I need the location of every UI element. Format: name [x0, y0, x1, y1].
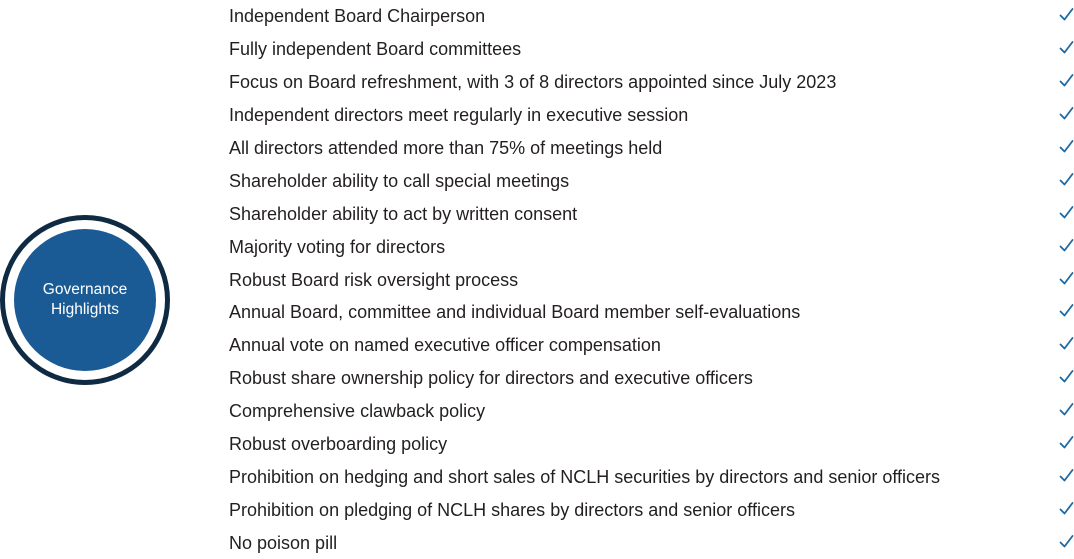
checkmark-icon [1058, 204, 1074, 221]
highlight-item [229, 132, 1074, 165]
highlight-item-text: Independent directors meet regularly in executive session [229, 105, 689, 126]
highlight-item-text: Focus on Board refreshment, with 3 of 8 directors appointed since July 2023 [229, 72, 837, 93]
checkmark-icon [1058, 138, 1074, 155]
highlight-item [229, 395, 1074, 428]
badge-label-line1: Governance [42, 281, 128, 298]
badge-circle [14, 229, 156, 371]
highlight-item [229, 33, 1074, 66]
checkmark-icon [1058, 6, 1074, 23]
highlight-item-text: Majority voting for directors [229, 236, 446, 257]
checkmark-icon [1058, 401, 1074, 418]
highlight-item [229, 263, 1074, 296]
checkmark-icon [1058, 171, 1074, 188]
checkmark-icon [1058, 270, 1074, 287]
highlight-item [229, 164, 1074, 197]
highlight-item-text: Shareholder ability to act by written consent [229, 203, 578, 224]
checkmark-icon [1058, 105, 1074, 122]
checkmark-icon [1058, 434, 1074, 451]
highlight-item-text: No poison pill [229, 532, 338, 553]
highlight-item-text: Shareholder ability to call special meetings [229, 170, 570, 191]
highlight-item-text: Robust overboarding policy [229, 434, 448, 455]
highlight-item-text: Robust Board risk oversight process [229, 269, 519, 290]
highlight-item-text: Annual vote on named executive officer compensation [229, 335, 661, 356]
checkmark-icon [1058, 39, 1074, 56]
highlight-item-text: Comprehensive clawback policy [229, 401, 486, 422]
highlight-item [229, 493, 1074, 526]
highlight-item [229, 0, 1074, 33]
highlight-item [229, 428, 1074, 461]
highlight-item [229, 66, 1074, 99]
highlight-item-text: Prohibition on hedging and short sales of NCLH securities by directors and senior officers [229, 466, 941, 487]
checkmark-icon [1058, 237, 1074, 254]
checkmark-icon [1058, 335, 1074, 352]
checkmark-icon [1058, 533, 1074, 550]
governance-highlights-badge [0, 215, 170, 385]
highlight-item [229, 296, 1074, 329]
highlight-item [229, 230, 1074, 263]
highlight-item-text: Fully independent Board committees [229, 39, 522, 60]
checkmark-icon [1058, 467, 1074, 484]
badge-label [25, 280, 145, 320]
highlight-item [229, 460, 1074, 493]
highlight-item [229, 99, 1074, 132]
highlight-item-text: Robust share ownership policy for directors and executive officers [229, 368, 753, 389]
badge-label-line2: Highlights [50, 301, 120, 318]
highlight-item-text: Annual Board, committee and individual Board member self-evaluations [229, 302, 801, 323]
checkmark-icon [1058, 500, 1074, 517]
highlight-item [229, 329, 1074, 362]
checkmark-icon [1058, 302, 1074, 319]
highlight-item [229, 526, 1074, 559]
checkmark-icon [1058, 72, 1074, 89]
highlight-item [229, 197, 1074, 230]
checkmark-icon [1058, 368, 1074, 385]
highlights-list [229, 0, 1074, 559]
highlight-item [229, 362, 1074, 395]
highlight-item-text: Independent Board Chairperson [229, 6, 486, 27]
highlight-item-text: Prohibition on pledging of NCLH shares by directors and senior officers [229, 499, 795, 520]
highlight-item-text: All directors attended more than 75% of meetings held [229, 138, 663, 158]
